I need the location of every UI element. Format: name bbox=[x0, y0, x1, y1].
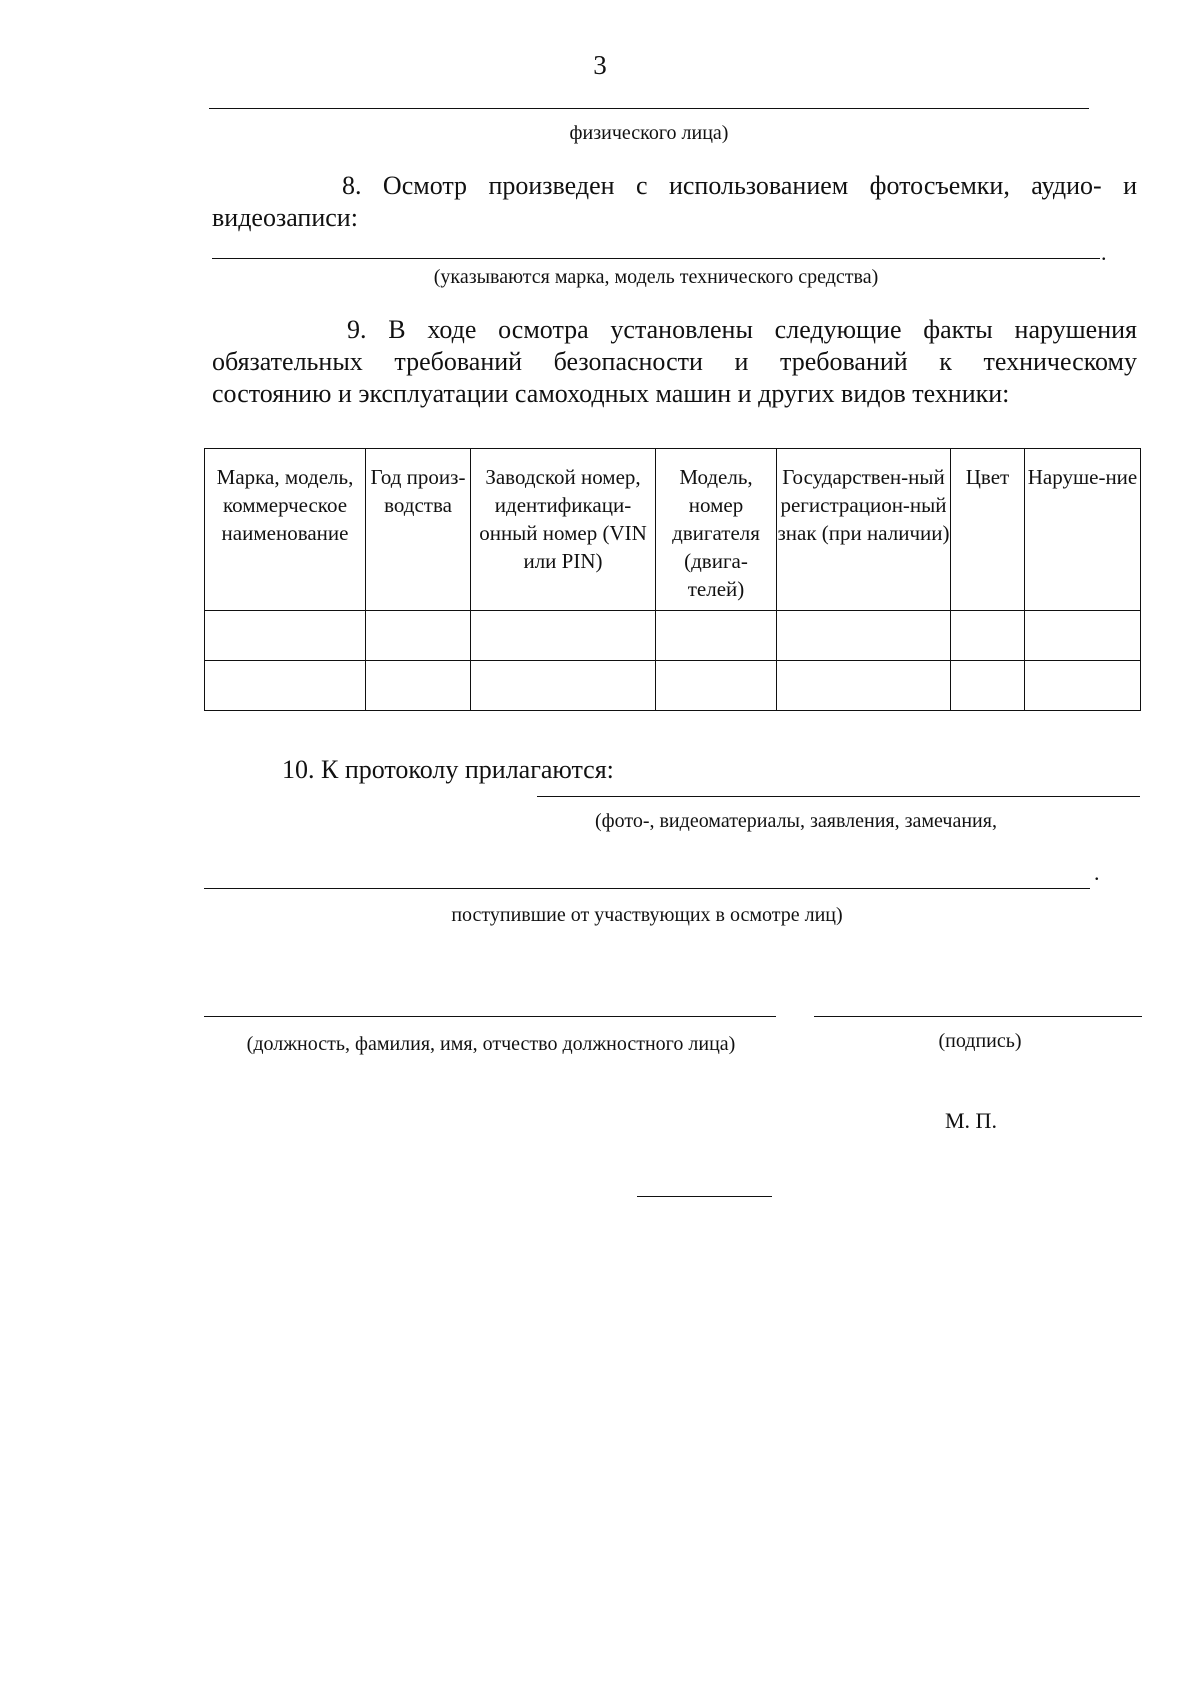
table-cell[interactable] bbox=[1025, 611, 1141, 661]
item-10-label: 10. К протоколу прилагаются: bbox=[282, 755, 614, 784]
table-row bbox=[205, 611, 1141, 661]
person-caption: физического лица) bbox=[569, 122, 729, 144]
table-row bbox=[205, 661, 1141, 711]
page-number: 3 bbox=[593, 50, 607, 80]
signature-caption: (подпись) bbox=[938, 1030, 1022, 1052]
attachments-caption-2: поступившие от участвующих в осмотре лиц) bbox=[451, 904, 843, 926]
official-fill-line bbox=[204, 1016, 776, 1017]
official-caption: (должность, фамилия, имя, отчество должностного лица) bbox=[246, 1033, 736, 1055]
stamp-label: М. П. bbox=[945, 1108, 997, 1133]
column-header-year: Год произ-водства bbox=[366, 449, 471, 611]
attachments-fill-line-1 bbox=[537, 796, 1140, 797]
item-8-line-1: 8. Осмотр произведен с использованием фотосъемки, аудио- и bbox=[342, 171, 1137, 200]
column-header-engine: Модель, номер двигателя (двига-телей) bbox=[656, 449, 777, 611]
table-cell[interactable] bbox=[366, 661, 471, 711]
table-cell[interactable] bbox=[951, 661, 1025, 711]
column-header-color: Цвет bbox=[951, 449, 1025, 611]
attachments-caption-1: (фото-, видеоматериалы, заявления, замечания, bbox=[595, 810, 997, 832]
table-cell[interactable] bbox=[951, 611, 1025, 661]
table-cell[interactable] bbox=[471, 661, 656, 711]
table-cell[interactable] bbox=[205, 661, 366, 711]
item-9-line-2: обязательных требований безопасности и требований к техническому bbox=[212, 347, 1137, 376]
column-header-registration-plate: Государствен-ный регистрацион-ный знак (при наличии) bbox=[777, 449, 951, 611]
item-8-dot: . bbox=[1101, 240, 1107, 265]
column-header-serial-vin: Заводской номер, идентификаци-онный номер (VIN или PIN) bbox=[471, 449, 656, 611]
table-cell[interactable] bbox=[205, 611, 366, 661]
table-cell[interactable] bbox=[777, 661, 951, 711]
item-9-line-1: 9. В ходе осмотра установлены следующие факты нарушения bbox=[347, 315, 1137, 344]
table-cell[interactable] bbox=[656, 661, 777, 711]
table-cell[interactable] bbox=[471, 611, 656, 661]
end-divider bbox=[637, 1196, 772, 1197]
table-cell[interactable] bbox=[366, 611, 471, 661]
violations-table bbox=[204, 448, 1141, 711]
item-10-dot: . bbox=[1094, 860, 1100, 885]
attachments-fill-line-2 bbox=[204, 888, 1090, 889]
table-header-row bbox=[205, 449, 1141, 611]
device-fill-line bbox=[212, 258, 1100, 259]
table-cell[interactable] bbox=[777, 611, 951, 661]
item-9-line-3: состоянию и эксплуатации самоходных машин и других видов техники: bbox=[212, 379, 1010, 408]
table-cell[interactable] bbox=[656, 611, 777, 661]
table-cell[interactable] bbox=[1025, 661, 1141, 711]
column-header-brand-model: Марка, модель, коммерческое наименование bbox=[205, 449, 366, 611]
person-fill-line bbox=[209, 108, 1089, 109]
signature-fill-line bbox=[814, 1016, 1142, 1017]
item-8-line-2: видеозаписи: bbox=[212, 203, 358, 232]
device-caption: (указываются марка, модель технического средства) bbox=[433, 266, 879, 288]
column-header-violation: Наруше-ние bbox=[1025, 449, 1141, 611]
